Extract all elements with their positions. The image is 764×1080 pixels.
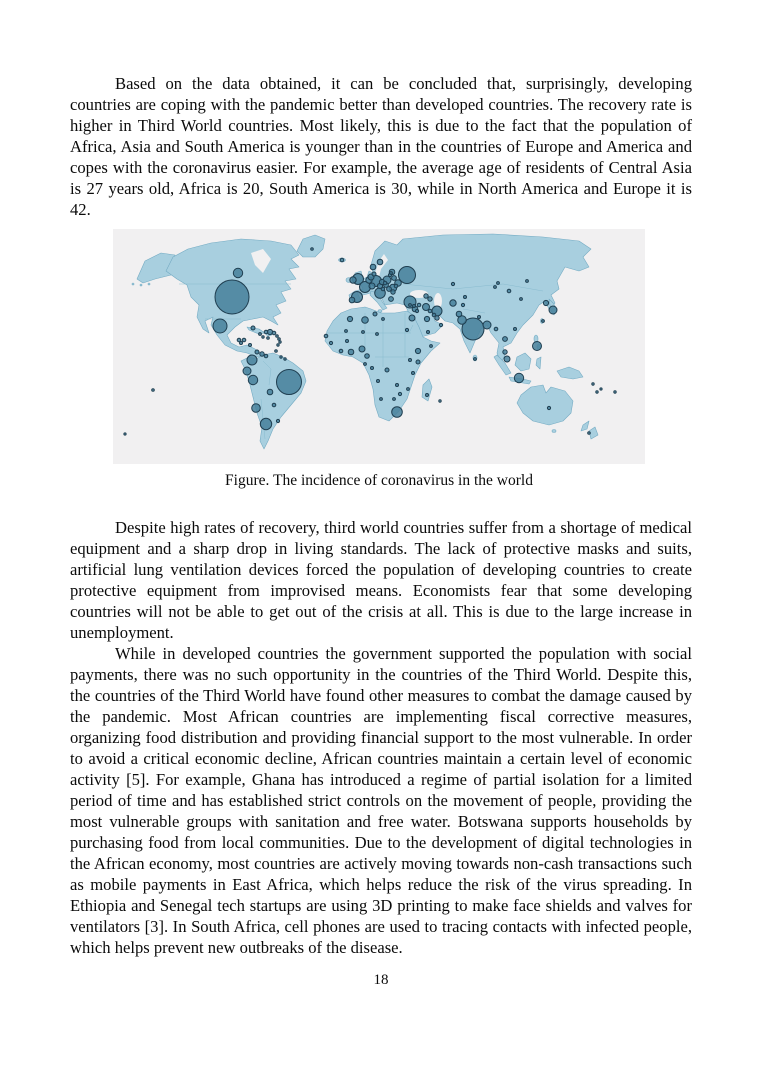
case-bubble — [272, 331, 276, 335]
case-bubble — [242, 338, 246, 342]
case-bubble — [371, 367, 374, 370]
world-map-svg — [113, 229, 645, 464]
case-bubble — [428, 309, 432, 313]
case-bubble — [427, 331, 430, 334]
case-bubble — [393, 398, 396, 401]
case-bubble — [588, 432, 591, 435]
case-bubble — [405, 328, 408, 331]
case-bubble — [424, 294, 428, 298]
case-bubble — [275, 350, 278, 353]
case-bubble — [392, 407, 403, 418]
case-bubble — [276, 335, 279, 338]
case-bubble — [262, 336, 264, 338]
case-bubble — [124, 433, 126, 435]
figure-world-map — [113, 229, 645, 491]
case-bubble — [284, 358, 286, 360]
case-bubble — [390, 272, 393, 275]
case-bubble — [372, 272, 376, 276]
case-bubble — [364, 363, 367, 366]
case-bubble — [365, 354, 370, 359]
case-bubble — [456, 311, 462, 317]
case-bubble — [248, 375, 257, 384]
case-bubble — [451, 282, 454, 285]
case-bubble — [215, 280, 249, 314]
case-bubble — [380, 398, 383, 401]
figure-caption: Figure. The incidence of coronavirus in the world — [225, 472, 533, 489]
case-bubble — [264, 330, 268, 334]
case-bubble — [543, 300, 548, 305]
case-bubble — [359, 346, 365, 352]
case-bubble — [407, 388, 410, 391]
case-bubble — [494, 327, 498, 331]
case-bubble — [267, 389, 273, 395]
case-bubble — [233, 268, 242, 277]
case-bubble — [345, 330, 348, 333]
case-bubble — [507, 289, 511, 293]
case-bubble — [362, 317, 369, 324]
case-bubble — [415, 348, 420, 353]
case-bubble — [311, 248, 314, 251]
case-bubble — [279, 341, 281, 343]
case-bubble — [483, 321, 491, 329]
case-bubble — [614, 391, 616, 393]
case-bubble — [514, 328, 517, 331]
case-bubble — [542, 320, 545, 323]
case-bubble — [409, 315, 415, 321]
case-bubble — [424, 316, 429, 321]
case-bubble — [430, 345, 433, 348]
case-bubble — [394, 284, 398, 288]
case-bubble — [494, 286, 497, 289]
case-bubble — [278, 338, 281, 341]
case-bubble — [349, 297, 355, 303]
case-bubble — [503, 337, 508, 342]
case-bubble — [348, 349, 354, 355]
case-bubble — [426, 394, 429, 397]
case-bubble — [377, 259, 383, 265]
case-bubble — [259, 333, 262, 336]
case-bubble — [324, 334, 328, 338]
case-bubble — [373, 312, 377, 316]
case-bubble — [240, 342, 243, 345]
case-bubble — [439, 400, 441, 402]
case-bubble — [382, 318, 385, 321]
case-bubble — [432, 313, 436, 317]
case-bubble — [381, 287, 385, 291]
case-bubble — [280, 356, 282, 358]
case-bubble — [450, 300, 456, 306]
case-bubble — [260, 352, 264, 356]
case-bubble — [461, 303, 464, 306]
case-bubble — [389, 297, 394, 302]
case-bubble — [152, 389, 155, 392]
case-bubble — [439, 323, 442, 326]
case-bubble — [391, 290, 395, 294]
case-bubble — [339, 349, 343, 353]
case-bubble — [392, 276, 397, 281]
case-bubble — [600, 388, 602, 390]
case-bubble — [415, 309, 418, 312]
case-bubble — [264, 354, 268, 358]
case-bubble — [252, 404, 261, 413]
case-bubble — [547, 406, 550, 409]
case-bubble — [347, 316, 352, 321]
case-bubble — [247, 355, 257, 365]
case-bubble — [272, 403, 276, 407]
case-bubble — [396, 384, 399, 387]
case-bubble — [277, 370, 302, 395]
case-bubble — [474, 358, 477, 361]
case-bubble — [526, 280, 529, 283]
case-bubble — [409, 304, 412, 307]
case-bubble — [504, 356, 510, 362]
case-bubble — [417, 303, 421, 307]
case-bubble — [533, 342, 542, 351]
case-bubble — [260, 418, 271, 429]
case-bubble — [377, 380, 380, 383]
landmass-tasmania — [552, 430, 556, 433]
case-bubble — [520, 298, 523, 301]
case-bubble — [514, 373, 523, 382]
case-bubble — [412, 372, 415, 375]
case-bubble — [243, 367, 251, 375]
case-bubble — [592, 383, 594, 385]
case-bubble — [255, 350, 259, 354]
case-bubble — [596, 391, 598, 393]
case-bubble — [409, 359, 412, 362]
page-number: 18 — [373, 972, 389, 988]
case-bubble — [413, 305, 416, 308]
case-bubble — [329, 341, 332, 344]
case-bubble — [362, 331, 365, 334]
case-bubble — [478, 316, 481, 319]
case-bubble — [251, 326, 255, 330]
case-bubble — [277, 344, 279, 346]
case-bubble — [385, 368, 389, 372]
paragraph-1: Based on the data obtained, it can be concluded that, surprisingly, developing countries are coping with the pandemic better than developed countries. The recovery rate is higher in Third World countries. Most likely, this is due to the fact that the population of Africa, Asia and South America is younger than in the countries of Europe and America and copes with the coronavirus easier. For example, the average age of residents of Central Asia is 27 years old, Africa is 20, South America is 30, while in North America and Europe it is 42. — [70, 74, 692, 219]
case-bubble — [346, 340, 349, 343]
case-bubble — [497, 282, 500, 285]
paragraph-3: While in developed countries the government supported the population with social payments, there was no such opportunity in the countries of the Third World. Despite this, the countries of the Third World have found other measures to combat the damage caused by the pandemic. Most African countries are implementing fiscal corrective measures, organizing food distribution and providing financial support to the most vulnerable. In order to avoid a critical economic decline, African countries maintain a certain level of economic activity [5]. For example, Ghana has introduced a regime of partial isolation for a limited period of time and has established strict controls on the movement of people, providing the most vulnerable groups with sanitation and free water. Botswana supports households by purchasing food from local communities. Due to the development of digital technologies in the African economy, most countries are actively moving towards non-cash transactions such as mobile payments in East Africa, which helps reduce the risk of the virus spreading. In Ethiopia and Senegal tech startups are using 3D printing to make face shields and valves for ventilators [3]. In South Africa, cell phones are used to tracing contacts with infected people, which helps prevent new outbreaks of the disease. — [70, 644, 692, 957]
case-bubble — [376, 333, 379, 336]
case-bubble — [267, 337, 270, 340]
case-bubble — [340, 258, 344, 262]
case-bubble — [370, 264, 376, 270]
paragraph-2: Despite high rates of recovery, third world countries suffer from a shortage of medical equipment and a sharp drop in living standards. The lack of protective masks and suits, artificial lung ventilation devices forced the population of developing countries to create protective equipment from improvised means. Economists fear that some developing countries will not be able to get out of the crisis at all. This is due to the large increase in unemployment. — [70, 518, 692, 642]
case-bubble — [213, 319, 227, 333]
world-map — [113, 229, 645, 464]
case-bubble — [383, 281, 387, 285]
case-bubble — [503, 350, 507, 354]
case-bubble — [249, 344, 252, 347]
case-bubble — [464, 296, 467, 299]
case-bubble — [428, 297, 432, 301]
case-bubble — [369, 283, 375, 289]
case-bubble — [416, 360, 420, 364]
case-bubble — [276, 419, 279, 422]
case-bubble — [398, 392, 401, 395]
case-bubble — [549, 306, 557, 314]
case-bubble — [350, 277, 356, 283]
